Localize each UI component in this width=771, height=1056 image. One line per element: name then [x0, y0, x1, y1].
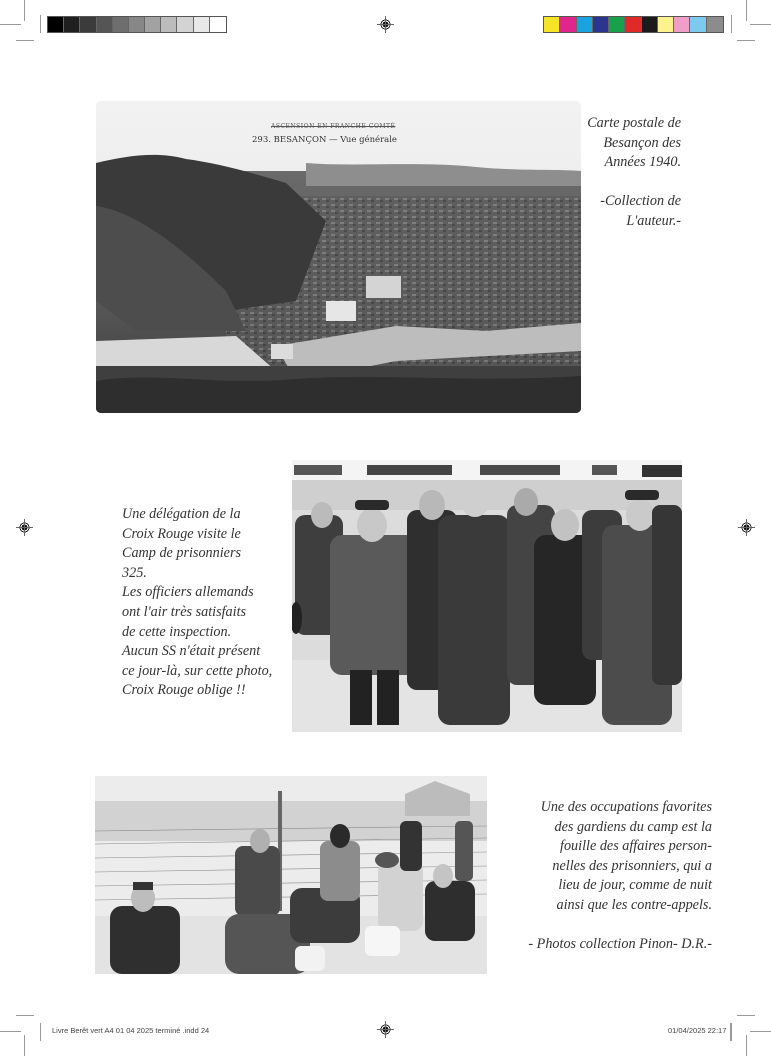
color-swatch	[560, 17, 576, 32]
crop-mark	[40, 15, 41, 33]
color-swatch	[64, 17, 80, 32]
color-swatch	[658, 17, 674, 32]
postcard-title: 293. BESANÇON — Vue générale	[252, 135, 397, 145]
color-swatch	[48, 17, 64, 32]
color-swatch	[642, 17, 658, 32]
color-swatch	[593, 17, 609, 32]
crop-mark	[40, 1023, 41, 1041]
crop-mark	[750, 1031, 771, 1032]
crop-mark	[0, 1031, 21, 1032]
crop-mark	[730, 1023, 731, 1041]
postcard-title-top: ASCENSION EN FRANCHE-COMTÉ	[271, 123, 396, 130]
registration-mark-icon	[19, 522, 30, 533]
color-swatch	[210, 17, 226, 32]
crop-mark	[24, 0, 25, 21]
red-cross-caption: Une délégation de la Croix Rouge visite le Camp de prisonniers 325. Les officiers allemands ont l'air très satisfaits de cette inspection. Aucun SS n'était présent ce jour-là, sur cette photo, Croix Rouge oblige !!	[122, 506, 273, 699]
color-calibration-bar	[543, 16, 724, 33]
camp-search-photo	[95, 776, 487, 974]
registration-mark-icon	[380, 1024, 391, 1035]
crop-mark	[737, 1015, 755, 1016]
color-swatch	[177, 17, 193, 32]
camp-search-caption: Une des occupations favorites des gardiens du camp est la fouille des affaires person- nelles des prisonniers, qui a lieu de jour, comme de nuit ainsi que les contre-appels. - Photos collection Pinon- D.R.-	[528, 799, 712, 953]
crop-mark	[746, 1035, 747, 1056]
color-swatch	[145, 17, 161, 32]
crop-mark	[746, 0, 747, 21]
color-swatch	[625, 17, 641, 32]
print-timestamp: 01/04/2025 22:17	[668, 1026, 727, 1035]
crop-mark	[737, 40, 755, 41]
registration-mark-icon	[380, 19, 391, 30]
color-swatch	[161, 17, 177, 32]
color-swatch	[97, 17, 113, 32]
crop-mark	[24, 1035, 25, 1056]
color-swatch	[129, 17, 145, 32]
color-swatch	[707, 17, 723, 32]
color-swatch	[577, 17, 593, 32]
crop-mark	[0, 24, 21, 25]
color-swatch	[609, 17, 625, 32]
crop-mark	[731, 1023, 732, 1041]
color-swatch	[194, 17, 210, 32]
crop-mark	[16, 1015, 34, 1016]
color-swatch	[113, 17, 129, 32]
crop-mark	[731, 15, 732, 33]
red-cross-photo	[292, 460, 682, 732]
crop-mark	[750, 24, 771, 25]
color-swatch	[690, 17, 706, 32]
color-swatch	[674, 17, 690, 32]
registration-mark-icon	[741, 522, 752, 533]
color-swatch	[544, 17, 560, 32]
grayscale-calibration-bar	[47, 16, 227, 33]
postcard-photo	[96, 101, 581, 413]
file-slug: Livre Berêt vert A4 01 04 2025 terminé .indd 24	[52, 1026, 210, 1035]
color-swatch	[80, 17, 96, 32]
crop-mark	[16, 40, 34, 41]
postcard-caption: Carte postale de Besançon des Années 1940. -Collection de L'auteur.-	[587, 115, 681, 229]
